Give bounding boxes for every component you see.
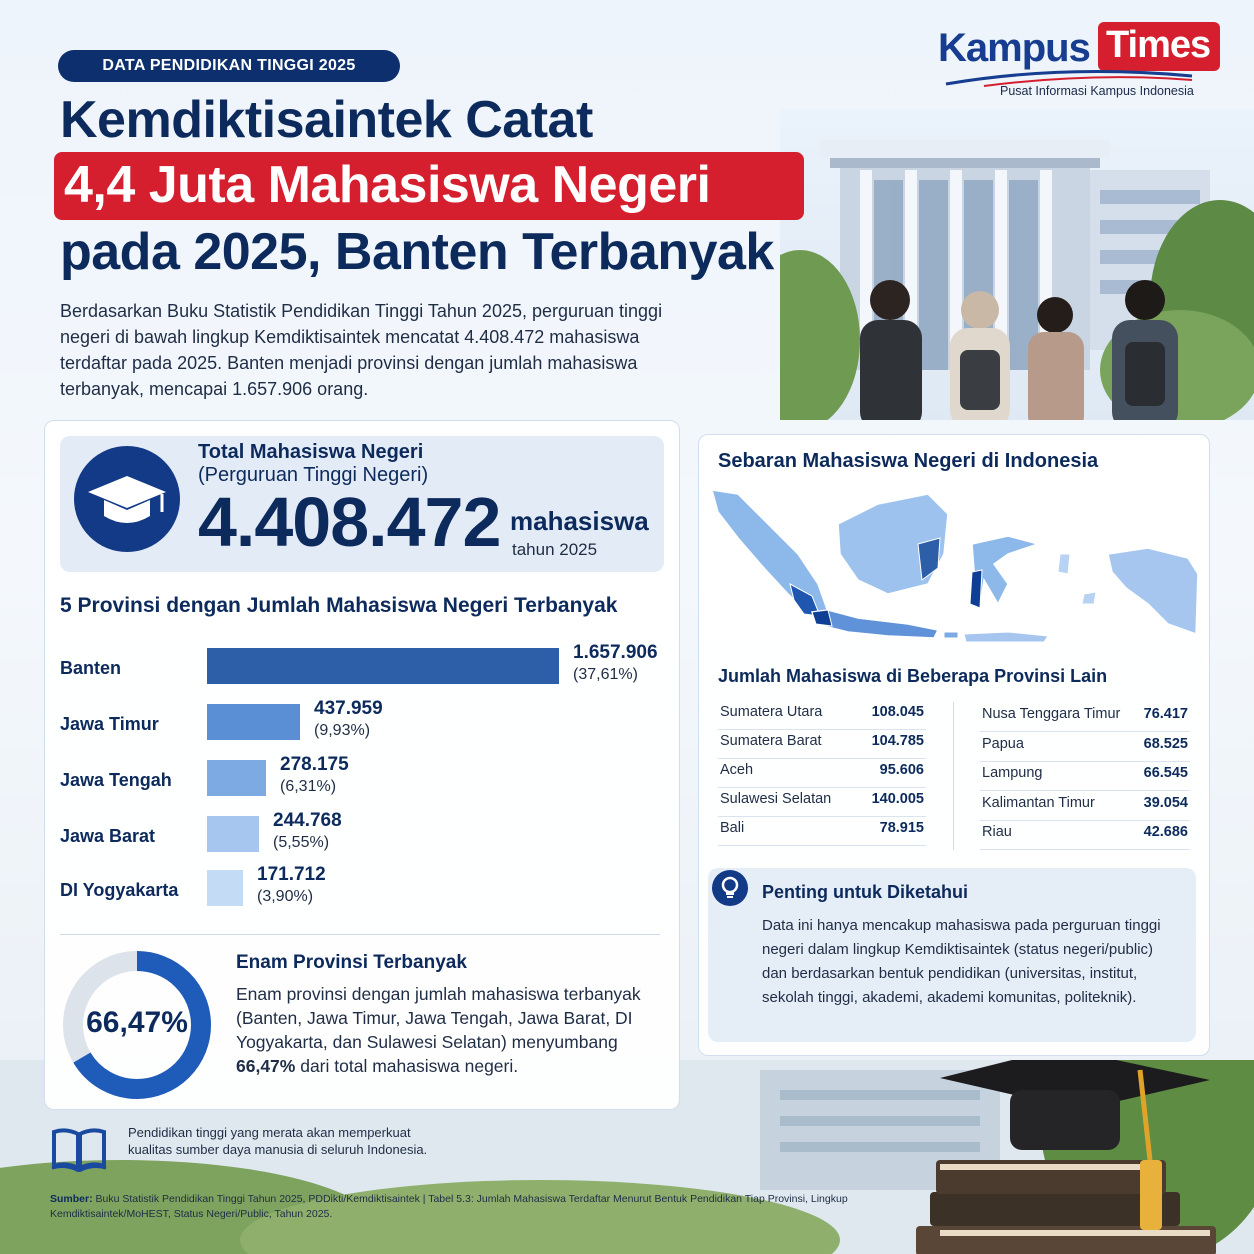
map-papua <box>1108 548 1198 634</box>
footer-tagline: Pendidikan tinggi yang merata akan memperkuat kualitas sumber daya manusia di seluruh Indonesia. <box>128 1125 428 1157</box>
table-row <box>718 731 926 759</box>
bar <box>207 760 266 796</box>
bar-row <box>60 810 670 872</box>
six-body-highlight: 66,47% <box>236 1056 296 1076</box>
map-maluku <box>1058 554 1070 574</box>
section-divider <box>60 934 660 935</box>
province-name: Riau <box>982 824 1012 840</box>
bar-percent-label: (6,31%) <box>280 778 337 795</box>
province-name: Kalimantan Timur <box>982 794 1095 811</box>
bar-label: Jawa Tengah <box>60 770 172 790</box>
six-provinces-title: Enam Provinsi Terbanyak <box>236 952 467 973</box>
bar-percent-label: (3,90%) <box>257 888 314 905</box>
lightbulb-icon <box>712 870 748 906</box>
kampustimes-logo <box>938 22 1228 102</box>
total-value: 4.408.472 <box>198 483 501 561</box>
total-label: Total Mahasiswa Negeri <box>198 441 424 463</box>
total-year: tahun 2025 <box>512 540 598 559</box>
map-sulsel <box>970 570 982 608</box>
province-name: Papua <box>982 735 1024 752</box>
note-title: Penting untuk Diketahui <box>762 882 969 902</box>
province-name: Aceh <box>720 762 754 778</box>
table-row <box>718 702 926 730</box>
province-name: Nusa Tenggara Timur <box>982 706 1121 722</box>
bar <box>207 648 559 684</box>
table-divider <box>953 702 954 850</box>
table-row <box>980 704 1190 732</box>
province-value: 95.606 <box>879 762 924 778</box>
bar-percent-label: (9,93%) <box>314 722 371 739</box>
bar-value-label: 1.657.906 <box>573 642 658 663</box>
map-bali <box>944 632 958 638</box>
bar-row <box>60 698 670 760</box>
map-nusa-tenggara <box>964 632 1048 642</box>
bar-label: Jawa Timur <box>60 714 159 734</box>
top5-title: 5 Provinsi dengan Jumlah Mahasiswa Negeri Terbanyak <box>60 594 618 617</box>
six-body-text-end: dari total mahasiswa negeri. <box>295 1056 519 1076</box>
province-value: 104.785 <box>871 733 924 749</box>
bar <box>207 870 243 906</box>
logo-word-kampus: Kampus <box>938 26 1090 70</box>
bar <box>207 704 300 740</box>
bar-percent-label: (5,55%) <box>273 834 330 851</box>
six-body-text: Enam provinsi dengan jumlah mahasiswa terbanyak (Banten, Jawa Timur, Jawa Tengah, Jawa Barat, DI Yogyakarta, dan Sulawesi Selatan) menyumbang <box>236 984 641 1052</box>
other-provinces-title: Jumlah Mahasiswa di Beberapa Provinsi Lain <box>718 666 1108 686</box>
map-kaltim <box>918 538 940 580</box>
logo-word-times: Times <box>1098 22 1220 71</box>
table-row <box>980 734 1190 762</box>
bar-label: Jawa Barat <box>60 826 156 846</box>
source-citation <box>50 1192 870 1222</box>
headline-line-2: 4,4 Juta Mahasiswa Negeri <box>64 156 711 214</box>
province-value: 108.045 <box>871 704 924 720</box>
bar-row <box>60 754 670 816</box>
province-name: Lampung <box>982 765 1043 781</box>
other-provinces-table-right <box>980 704 1190 854</box>
note-body: Data ini hanya mencakup mahasiswa pada perguruan tinggi negeri dalam lingkup Kemdiktisaintek (status negeri/public) dan berdasarkan bentuk pendidikan (universitas, institut, sekolah tinggi, akademi, akademi komunitas, politeknik). <box>762 917 1161 1006</box>
open-book-icon <box>50 1126 108 1172</box>
bar-percent-label: (37,61%) <box>573 666 638 683</box>
headline-line-1: Kemdiktisaintek Catat <box>60 91 593 149</box>
total-unit: mahasiswa <box>510 506 649 536</box>
province-name: Sumatera Barat <box>720 733 822 749</box>
province-name: Sumatera Utara <box>720 704 823 720</box>
map-banten <box>812 610 832 626</box>
province-value: 42.686 <box>1143 824 1188 840</box>
total-sublabel: (Perguruan Tinggi Negeri) <box>198 464 429 486</box>
other-provinces-table-left <box>718 702 926 852</box>
province-value: 140.005 <box>871 791 924 807</box>
province-name: Sulawesi Selatan <box>720 791 832 807</box>
bar-value-label: 437.959 <box>314 698 383 719</box>
bar <box>207 816 259 852</box>
intro-paragraph: Berdasarkan Buku Statistik Pendidikan Tinggi Tahun 2025, perguruan tinggi negeri di bawah lingkup Kemdiktisaintek mencatat 4.408.472 mahasiswa terdaftar pada 2025. Banten menjadi provinsi dengan jumlah mahasiswa terbanyak, mencapai 1.657.906 orang. <box>60 301 663 399</box>
province-value: 68.525 <box>1143 735 1188 752</box>
source-text: Buku Statistik Pendidikan Tinggi Tahun 2025, PDDikti/Kemdiktisaintek | Tabel 5.3: Jumlah Mahasiswa Terdaftar Menurut Bentuk Pendidikan Tiap Provinsi, Lingkup Kemdiktisaintek/MoHEST, Status Negeri/Public, Tahun 2025. <box>50 1193 848 1220</box>
bar-row <box>60 642 670 704</box>
headline-line-3: pada 2025, Banten Terbanyak <box>60 223 774 281</box>
table-row <box>718 789 926 817</box>
donut-label: 66,47% <box>86 1006 188 1039</box>
map-title: Sebaran Mahasiswa Negeri di Indonesia <box>718 450 1099 472</box>
province-value: 78.915 <box>879 820 924 836</box>
bar-label: Banten <box>60 658 122 678</box>
table-row <box>718 818 926 846</box>
logo-tagline: Pusat Informasi Kampus Indonesia <box>1000 84 1194 98</box>
kicker-badge: DATA PENDIDIKAN TINGGI 2025 <box>58 50 400 82</box>
table-row <box>980 763 1190 791</box>
bar-value-label: 171.712 <box>257 864 326 885</box>
province-value: 76.417 <box>1143 706 1188 722</box>
source-label: Sumber: <box>50 1193 93 1205</box>
map-maluku-south <box>1082 592 1096 604</box>
table-row <box>980 822 1190 850</box>
bar-value-label: 244.768 <box>273 810 342 831</box>
province-value: 39.054 <box>1143 794 1188 811</box>
province-name: Bali <box>720 820 745 836</box>
bar-value-label: 278.175 <box>280 754 349 775</box>
indonesia-map <box>708 484 1200 664</box>
province-value: 66.545 <box>1143 765 1188 781</box>
campus-building-photo <box>780 110 1254 420</box>
bar-row <box>60 864 670 926</box>
table-row <box>718 760 926 788</box>
table-row <box>980 793 1190 821</box>
six-provinces-body <box>236 982 656 1078</box>
bar-label: DI Yogyakarta <box>60 880 179 900</box>
graduation-cap-icon <box>74 446 180 552</box>
